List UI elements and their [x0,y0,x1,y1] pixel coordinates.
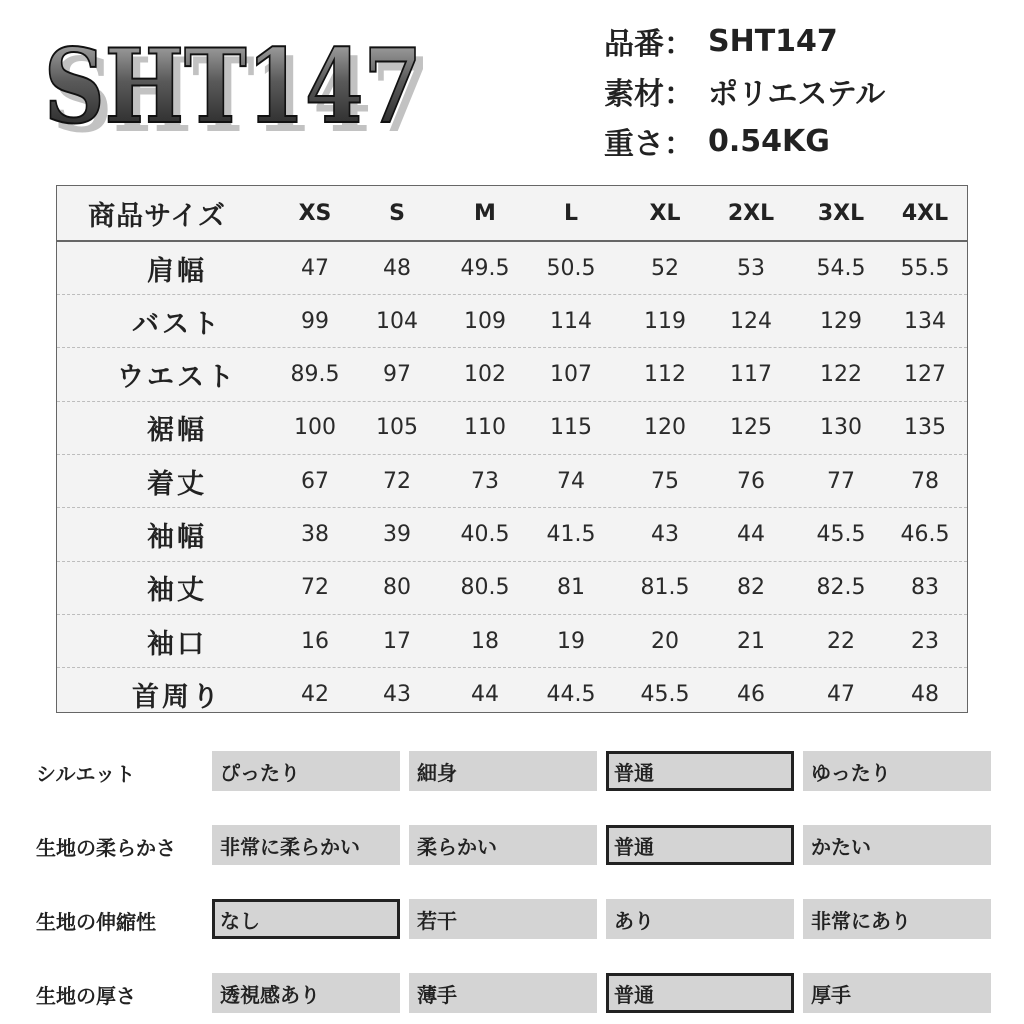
attribute-option: あり [606,899,794,939]
size-header-cell: L [563,200,579,226]
measure-value: 54.5 [816,255,866,281]
table-row [57,402,967,455]
table-row [57,242,967,295]
measure-value: 82 [737,575,765,601]
measure-label: ウエスト [117,362,237,394]
product-logo [30,16,450,146]
measure-value: 44 [471,682,499,708]
measure-value: 49.5 [460,255,510,281]
measure-value: 89.5 [290,362,340,388]
size-table [56,185,968,713]
measure-value: 48 [383,255,411,281]
size-header-cell: S [389,200,405,226]
table-row [57,295,967,348]
measure-value: 73 [471,468,499,494]
size-header-cell: M [474,200,496,226]
size-header-cell: 3XL [817,200,865,226]
measure-value: 43 [651,522,679,547]
meta-row [604,16,885,66]
measure-value: 117 [730,362,772,388]
attribute-option: 細身 [409,751,597,791]
measure-value: 83 [911,575,939,601]
measure-value: 107 [550,362,592,388]
measure-value: 100 [294,415,336,441]
measure-label: 首周り [132,682,222,714]
measure-value: 46.5 [900,522,950,547]
attribute-label: シルエット [36,761,136,786]
measure-value: 102 [464,362,506,388]
measure-value: 127 [904,362,946,388]
measure-value: 42 [301,682,329,708]
measure-value: 46 [737,682,765,708]
measure-value: 134 [904,308,946,334]
measure-value: 19 [557,628,585,654]
measure-label: 袖丈 [147,575,207,607]
meta-label: 素材： [604,77,694,112]
measure-value: 20 [651,628,679,654]
measure-value: 39 [383,522,411,547]
logo-graphic [30,16,450,146]
measure-value: 18 [471,628,499,654]
measure-value: 112 [644,362,686,388]
attribute-option-selected: 普通 [606,825,794,865]
attribute-option: 厚手 [803,973,991,1013]
measure-label: バスト [132,308,222,340]
product-meta [604,16,885,166]
size-header-cell: 2XL [727,200,775,226]
table-row [57,455,967,508]
measure-value: 47 [301,255,329,281]
measure-value: 48 [911,682,939,708]
attribute-option: かたい [803,825,991,865]
attribute-option-selected: なし [212,899,400,939]
size-header-cell: 4XL [901,200,949,226]
meta-value: SHT147 [708,23,838,59]
attribute-option: 透視感あり [212,973,400,1013]
attribute-option: 若干 [409,899,597,939]
attribute-option: 薄手 [409,973,597,1013]
attribute-row [0,745,1024,799]
measure-value: 53 [737,255,765,281]
meta-value: 0.54KG [708,123,830,159]
measure-value: 55.5 [900,255,950,281]
measure-value: 115 [550,415,592,441]
attribute-option: 非常にあり [803,899,991,939]
attribute-option: 柔らかい [409,825,597,865]
table-row [57,349,967,402]
measure-label: 袖幅 [147,522,207,553]
measure-value: 21 [737,628,765,654]
measure-value: 23 [911,628,939,654]
table-row [57,615,967,668]
measure-value: 80 [383,575,411,601]
measure-value: 110 [464,415,506,441]
measure-label: 肩幅 [147,255,207,287]
measure-value: 38 [301,522,329,547]
size-header-cell: XS [298,200,332,226]
measure-value: 80.5 [460,575,510,601]
attribute-option: ゆったり [803,751,991,791]
measure-value: 104 [376,308,418,334]
measure-value: 17 [383,628,411,654]
measure-value: 99 [301,308,329,334]
attribute-option: ぴったり [212,751,400,791]
measure-value: 44 [737,522,765,547]
attribute-row [0,967,1024,1021]
meta-label: 重さ： [604,127,694,162]
attribute-option: 非常に柔らかい [212,825,400,865]
table-row [57,509,967,562]
measure-value: 105 [376,415,418,441]
attribute-row [0,893,1024,947]
measure-value: 119 [644,308,686,334]
measure-value: 72 [301,575,329,601]
measure-value: 74 [557,468,585,494]
measure-value: 97 [383,362,411,388]
measure-value: 67 [301,468,329,494]
size-header-label: 商品サイズ [88,200,226,232]
measure-value: 124 [730,308,772,334]
attribute-label: 生地の伸縮性 [36,909,156,934]
measure-value: 109 [464,308,506,334]
table-row [57,562,967,615]
measure-value: 43 [383,682,411,708]
measure-value: 120 [644,415,686,441]
attribute-row [0,819,1024,873]
measure-value: 122 [820,362,862,388]
measure-value: 130 [820,415,862,441]
meta-value: ポリエステル [708,77,886,112]
measure-value: 77 [827,468,855,494]
measure-value: 125 [730,415,772,441]
measure-value: 45.5 [640,682,690,708]
measure-value: 40.5 [460,522,510,547]
size-header-cell: XL [649,200,681,226]
measure-value: 50.5 [546,255,596,281]
measure-value: 22 [827,628,855,654]
measure-value: 82.5 [816,575,866,601]
size-table-header [57,186,967,242]
attribute-label: 生地の柔らかさ [36,835,176,860]
measure-value: 16 [301,628,329,654]
measure-value: 78 [911,468,939,494]
logo-text: SHT147 [44,27,422,146]
meta-row [604,116,885,166]
measure-value: 47 [827,682,855,708]
meta-label: 品番： [604,27,694,62]
attribute-option-selected: 普通 [606,751,794,791]
measure-value: 41.5 [546,522,596,547]
measure-label: 裾幅 [147,415,207,447]
table-row [57,668,967,721]
measure-value: 75 [651,468,679,494]
meta-row [604,66,885,116]
measure-value: 45.5 [816,522,866,547]
measure-value: 114 [550,308,592,334]
attribute-label: 生地の厚さ [36,983,136,1008]
measure-value: 81 [557,575,585,601]
measure-label: 袖口 [147,628,207,660]
measure-value: 81.5 [640,575,690,601]
measure-value: 135 [904,415,946,441]
measure-value: 44.5 [546,682,596,708]
measure-value: 52 [651,255,679,281]
measure-value: 72 [383,468,411,494]
measure-value: 76 [737,468,765,494]
measure-label: 着丈 [147,468,207,500]
measure-value: 129 [820,308,862,334]
attribute-option-selected: 普通 [606,973,794,1013]
logo-shadow: SHT147 [52,36,430,146]
